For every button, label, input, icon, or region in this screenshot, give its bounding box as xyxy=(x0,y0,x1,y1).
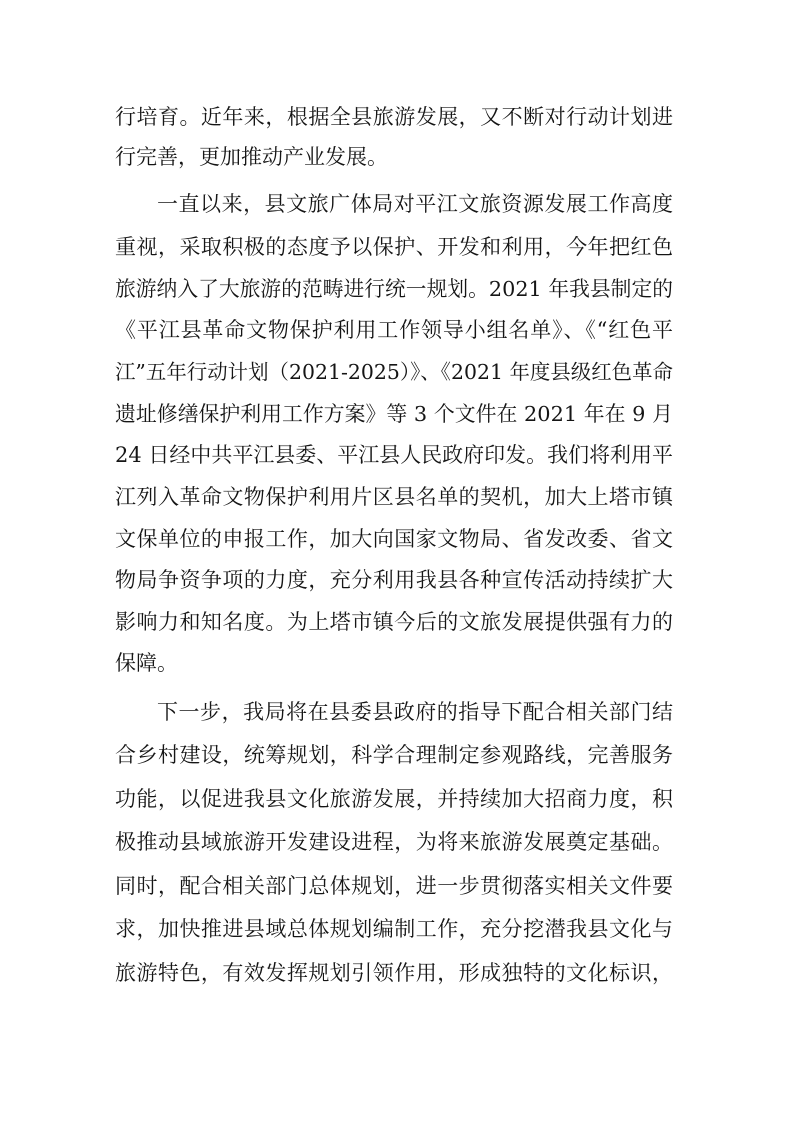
paragraph-2-line-5: 江”五年行动计划（2021-2025）》、《2021 年度县级红色革命 xyxy=(115,360,673,384)
paragraph-2-line-2: 重视，采取积极的态度予以保护、开发和利用，今年把红色 xyxy=(115,235,674,259)
paragraph-2-line-10: 物局争资争项的力度，充分利用我县各种宣传活动持续扩大 xyxy=(115,568,674,592)
paragraph-3-line-1: 下一步，我局将在县委县政府的指导下配合相关部门结 xyxy=(157,700,674,724)
paragraph-2-line-8: 江列入革命文物保护利用片区县名单的契机，加大上塔市镇 xyxy=(115,485,674,509)
paragraph-2-line-4: 《平江县革命文物保护利用工作领导小组名单》、《“红色平 xyxy=(115,318,674,342)
paragraph-2-line-11: 影响力和知名度。为上塔市镇今后的文旅发展提供强有力的 xyxy=(115,610,674,634)
paragraph-2-line-9: 文保单位的申报工作，加大向国家文物局、省发改委、省文 xyxy=(115,527,674,551)
paragraph-2-line-1: 一直以来，县文旅广体局对平江文旅资源发展工作高度 xyxy=(157,192,674,216)
paragraph-3-line-2: 合乡村建设，统筹规划，科学合理制定参观路线，完善服务 xyxy=(115,743,674,767)
paragraph-3-line-5: 同时，配合相关部门总体规划，进一步贯彻落实相关文件要 xyxy=(115,874,674,898)
paragraph-3-line-3: 功能，以促进我县文化旅游发展，并持续加大招商力度，积 xyxy=(115,787,674,811)
paragraph-2-line-3: 旅游纳入了大旅游的范畴进行统一规划。2021 年我县制定的 xyxy=(115,277,673,301)
paragraph-3-line-7: 旅游特色，有效发挥规划引领作用，形成独特的文化标识， xyxy=(115,961,674,985)
paragraph-2-line-12: 保障。 xyxy=(115,651,178,675)
paragraph-3-line-4: 极推动县域旅游开发建设进程，为将来旅游发展奠定基础。 xyxy=(115,830,674,854)
paragraph-1-line-1: 行培育。近年来，根据全县旅游发展，又不断对行动计划进 xyxy=(115,105,674,129)
paragraph-2-line-7: 24 日经中共平江县委、平江县人民政府印发。我们将利用平 xyxy=(115,443,674,467)
paragraph-2-line-6: 遗址修缮保护利用工作方案》等 3 个文件在 2021 年在 9 月 xyxy=(115,402,673,426)
paragraph-3-line-6: 求，加快推进县域总体规划编制工作，充分挖潜我县文化与 xyxy=(115,917,674,941)
paragraph-1-line-2: 行完善，更加推动产业发展。 xyxy=(115,145,388,169)
